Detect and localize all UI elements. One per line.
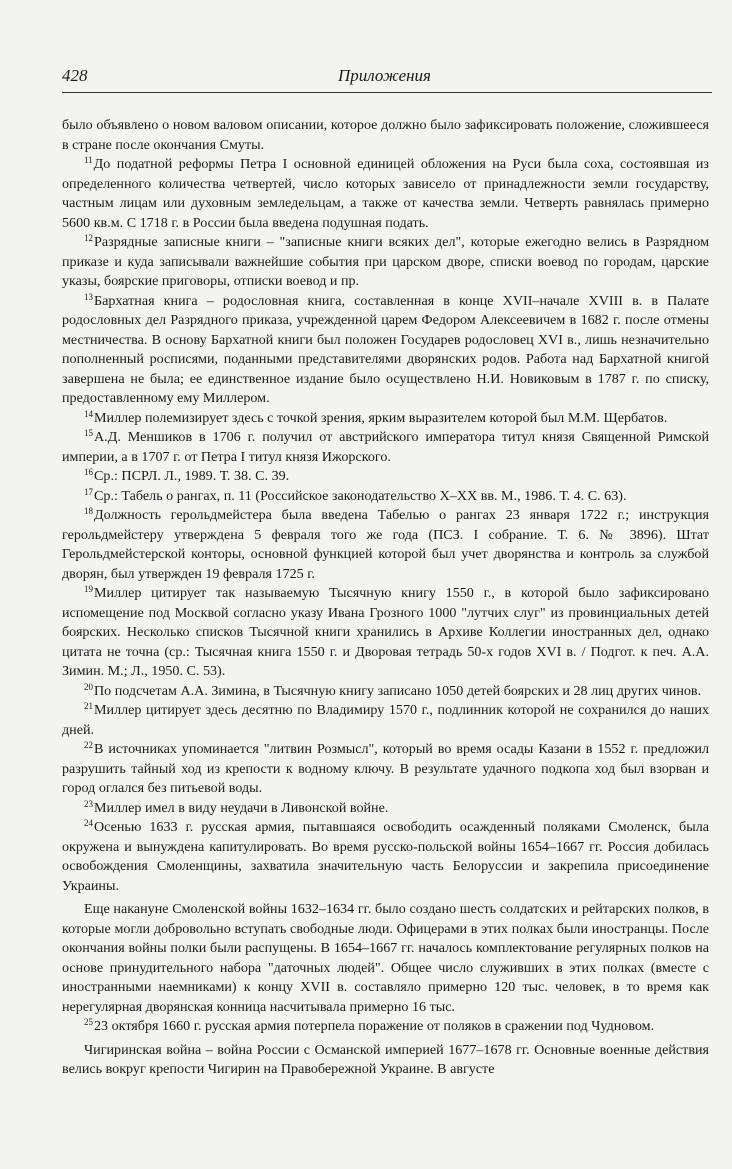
footnote-12: $^{12}$Разрядные записные книги – "записные книги всяких дел", которые ежегодно велись в Разрядном приказе и куда записывали важнейшие события при царском дворе, списки воевод по городам, царские указы, боярские приговоры, отписки воевод и пр. (62, 233, 709, 289)
footnote-marker: 16 (84, 467, 93, 477)
footnote-22: $^{22}$В источниках упоминается "литвин Розмысл", который во время осады Казани в 1552 г. предложил разрушить тайный ход из крепости к водному ключу. В результате удачного подкопа ход был взорван и город оглался без питьевой воды. (62, 740, 709, 796)
footnote-15: $^{15}$А.Д. Меншиков в 1706 г. получил от австрийского императора титул князя Священной Римской империи, а в 1707 г. от Петра I титул князя Ижорского. (62, 428, 709, 465)
footnote-25-continuation: Чигиринская война – война России с Османской империей 1677–1678 гг. Основные военные действия велись вокруг крепости Чигирин на Правобережной Украине. В августе (62, 1041, 709, 1077)
footnote-24: $^{24}$Осенью 1633 г. русская армия, пытавшаяся освободить осажденный поляками Смоленск, была окружена и вынуждена капитулировать. Во время русско-польской войны 1654–1667 гг. Россия добилась освобождения Смоленщины, захватила значительную часть Белоруссии и закрепила присоединение Украины. (62, 818, 709, 894)
running-title: Приложения (338, 66, 431, 85)
footnote-25: $^{25}$23 октября 1660 г. русская армия потерпела поражение от поляков в сражении под Чудновом. (84, 1017, 655, 1034)
footnote-marker: 21 (84, 701, 93, 711)
footnote-marker: 14 (84, 408, 93, 419)
footnote-marker: 18 (84, 506, 93, 516)
footnote-marker: 24 (84, 818, 93, 828)
page-header (62, 66, 712, 92)
footnote-marker: 23 (84, 798, 93, 809)
footnote-16: $^{16}$Ср.: ПСРЛ. Л., 1989. Т. 38. С. 39. (84, 467, 290, 484)
footnote-marker: 20 (84, 681, 93, 692)
footnote-14: $^{14}$Миллер полемизирует здесь с точкой зрения, ярким выразителем которой был М.М. Щербатов. (84, 408, 668, 426)
page-number: 428 (62, 66, 88, 85)
footnote-marker: 22 (84, 740, 93, 750)
footnote-continuation: было объявлено о новом валовом описании, которое должно было зафиксировать положение, сложившееся в стране после окончания Смуты. (62, 117, 709, 153)
footnote-marker: 13 (84, 291, 93, 302)
footnote-marker: 25 (84, 1017, 93, 1027)
footnote-19: $^{19}$Миллер цитирует так называемую Тысячную книгу 1550 г., в которой было зафиксировано испомещение под Москвой согласно указу Ивана Грозного 1000 "лутчих слуг" из провинциальных детей боярских. Несколько списков Тысячной книги хранились в Архиве Коллегии иностранных дел, однако цитата не точна (ср.: Тысячная книга 1550 г. и Дворовая тетрадь 50-х годов XVI в. / Подгот. к печ. А.А. Зимин. М.; Л., 1950. С. 53). (62, 584, 709, 679)
footnote-11: $^{11}$До податной реформы Петра I основной единицей обложения на Руси была соха, состоявшая из определенного количества четвертей, число которых зависело от принадлежности земли государству, частным лицам или духовным земледельцам, а также от качества земли. Четверть равнялась примерно 5600 кв.м. С 1718 г. в России была введена подушная подать. (62, 155, 709, 231)
footnote-marker: 17 (84, 486, 93, 497)
footnote-marker: 12 (84, 233, 93, 243)
page-content (62, 116, 709, 1080)
footnote-17: $^{17}$Ср.: Табель о рангах, п. 11 (Российское законодательство X–XX вв. М., 1986. Т. 4. С. 63). (84, 486, 627, 504)
footnote-marker: 19 (84, 584, 93, 594)
footnote-23: $^{23}$Миллер имел в виду неудачи в Ливонской войне. (84, 798, 389, 816)
footnote-20: $^{20}$По подсчетам А.А. Зимина, в Тысячную книгу записано 1050 детей боярских и 28 лиц других чинов. (84, 681, 702, 699)
footnote-marker: 11 (84, 155, 93, 165)
footnote-marker: 15 (84, 428, 93, 438)
footnote-21: $^{21}$Миллер цитирует здесь десятню по Владимиру 1570 г., подлинник которой не сохранился до наших дней. (62, 701, 709, 738)
header-rule (62, 92, 712, 93)
footnote-13: $^{13}$Бархатная книга – родословная книга, составленная в конце XVII–начале XVIII в. в Палате родословных дел Разрядного приказа, учрежденной царем Федором Алексеевичем в 1682 г. после отмены местничества. В основу Бархатной книги был положен Государев родословец XVI в., лишь незначительно пополненный росписями, поданными представителями дворянских родов. Работа над Бархатной книгой завершена не была; ее единственное издание было осуществлено Н.И. Новиковым в 1787 г. по списку, предоставленному ему Миллером. (62, 291, 709, 406)
footnote-18: $^{18}$Должность герольдмейстера была введена Табелью о рангах 23 января 1722 г.; инструкция герольдмейстеру утверждена 5 февраля того же года (ПСЗ. I собрание. Т. 6. № 3896). Штат Герольдмейстерской конторы, основной функцией которой был учет дворянства и контроль за службой дворян, был утвержден 19 февраля 1725 г. (62, 506, 709, 582)
footnote-24-continuation: Еще накануне Смоленской войны 1632–1634 гг. было создано шесть солдатских и рейтарских полков, в которые могли добровольно вступать свободные люди. Офицерами в этих полках были иностранцы. После окончания войны полки были распущены. В 1654–1667 гг. началось комплектование регулярных полков на основе принудительного набора "даточных людей". Общее число служивших в этих полках (вместе с иностранными наемниками) к концу XVII в. составляло примерно 120 тыс. человек, в то время как нерегулярная дворянская конница насчитывала примерно 16 тыс. (62, 901, 709, 1015)
